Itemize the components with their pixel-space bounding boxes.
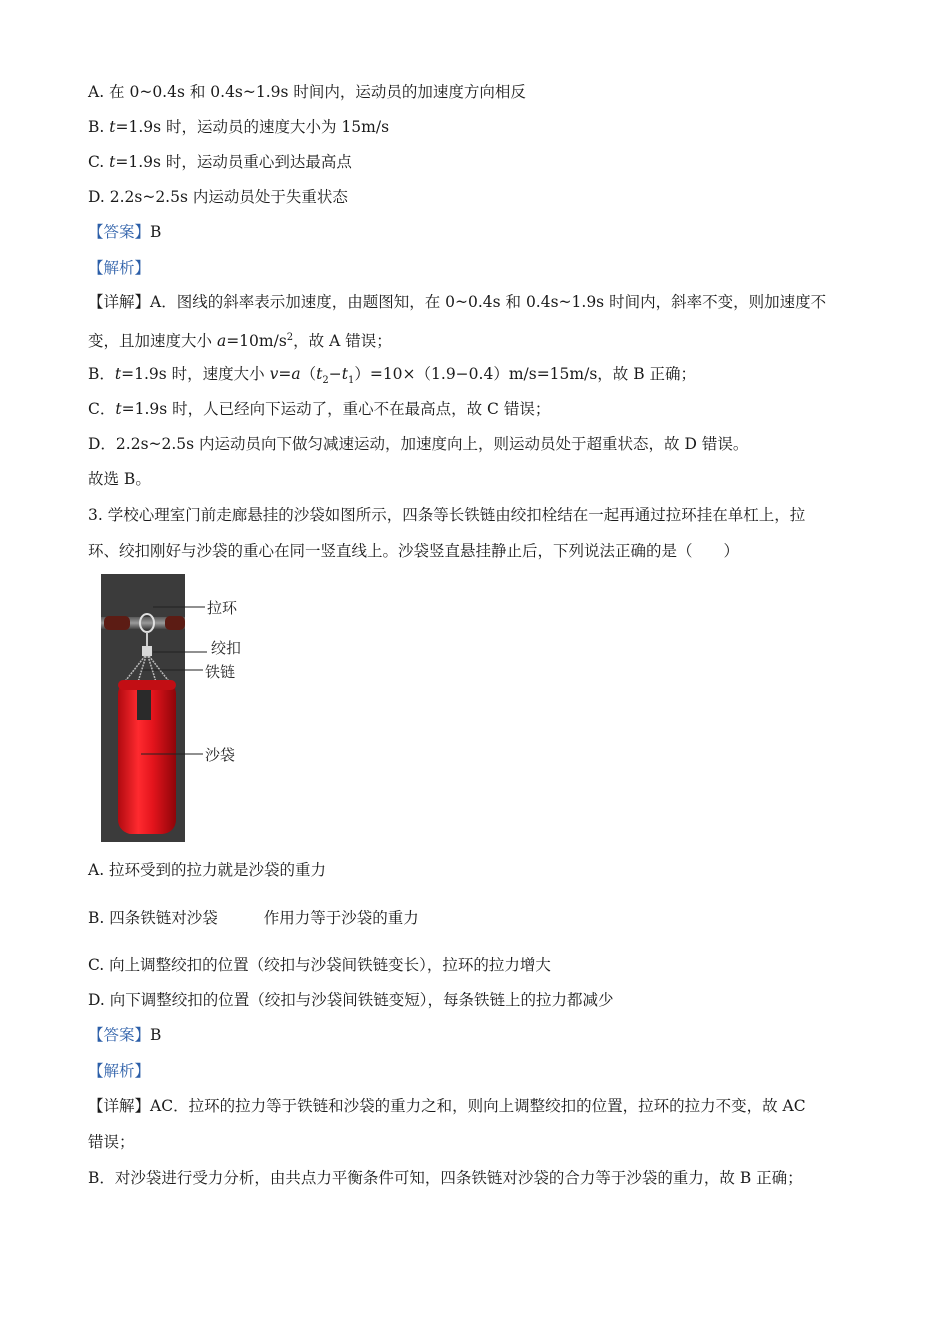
- q2-detail-a-line1: 【详解】A．图线的斜率表示加速度，由题图知，在 0~0.4s 和 0.4s~1.9s 时间内，斜率不变，则加速度不: [88, 293, 827, 311]
- sandbag-top-rim: [118, 680, 176, 690]
- q2-option-c: C. t=1.9s 时，运动员重心到达最高点: [88, 153, 352, 171]
- q3-answer: 【答案】B: [88, 1026, 162, 1044]
- clasp: [142, 646, 152, 656]
- bar-grip-left: [104, 616, 130, 630]
- q2-option-d: D. 2.2s~2.5s 内运动员处于失重状态: [88, 188, 348, 206]
- q3-option-b: B. 四条铁链对沙袋 作用力等于沙袋的重力: [88, 909, 419, 927]
- q2-answer: 【答案】B: [88, 223, 162, 241]
- q2-option-a: A. 在 0~0.4s 和 0.4s~1.9s 时间内，运动员的加速度方向相反: [88, 83, 526, 101]
- q2-detail-c: C．t=1.9s 时，人已经向下运动了，重心不在最高点，故 C 错误；: [88, 400, 551, 418]
- punching-bag-figure: [101, 574, 247, 842]
- label-bag: 沙袋: [205, 746, 236, 764]
- label-chain: 铁链: [205, 663, 236, 681]
- q2-detail-d: D．2.2s~2.5s 内运动员向下做匀减速运动，加速度向上，则运动员处于超重状态，故 D 错误。: [88, 435, 749, 453]
- q3-detail-b: B．对沙袋进行受力分析，由共点力平衡条件可知，四条铁链对沙袋的合力等于沙袋的重力，故 B 正确；: [88, 1169, 803, 1187]
- q2-detail-b: B．t=1.9s 时，速度大小 $v=a(t_2-t_1)=10\times(1.9-0.4)m/s=15m/s$，故 B 正确；: [88, 365, 697, 387]
- label-ring: 拉环: [207, 599, 238, 617]
- q3-stem-line2: 环、绞扣刚好与沙袋的重心在同一竖直线上。沙袋竖直悬挂静止后，下列说法正确的是（ ）: [88, 542, 740, 560]
- sandbag-strap: [137, 690, 151, 720]
- q3-analysis-heading: 【解析】: [88, 1062, 151, 1080]
- q3-detail-ac-line1: 【详解】AC．拉环的拉力等于铁链和沙袋的重力之和，则向上调整绞扣的位置，拉环的拉力不变，故 AC: [88, 1097, 806, 1115]
- q2-conclusion: 故选 B。: [88, 470, 151, 488]
- q3-stem-line1: 3. 学校心理室门前走廊悬挂的沙袋如图所示，四条等长铁链由绞扣栓结在一起再通过拉环挂在单杠上，拉: [88, 506, 806, 524]
- q3-option-c: C. 向上调整绞扣的位置（绞扣与沙袋间铁链变长），拉环的拉力增大: [88, 956, 551, 974]
- q3-option-a: A. 拉环受到的拉力就是沙袋的重力: [88, 861, 327, 879]
- label-clasp: 绞扣: [211, 639, 242, 657]
- q3-option-d: D. 向下调整绞扣的位置（绞扣与沙袋间铁链变短），每条铁链上的拉力都减少: [88, 991, 614, 1009]
- q3-detail-ac-line2: 错误；: [88, 1133, 135, 1151]
- bar-grip-right: [165, 616, 185, 630]
- q2-detail-a-line2: 变，且加速度大小 $a=10m/s^2$，故 A 错误；: [88, 332, 392, 351]
- q2-option-b: B. t=1.9s 时，运动员的速度大小为 15m/s: [88, 118, 390, 136]
- q2-analysis-heading: 【解析】: [88, 259, 151, 277]
